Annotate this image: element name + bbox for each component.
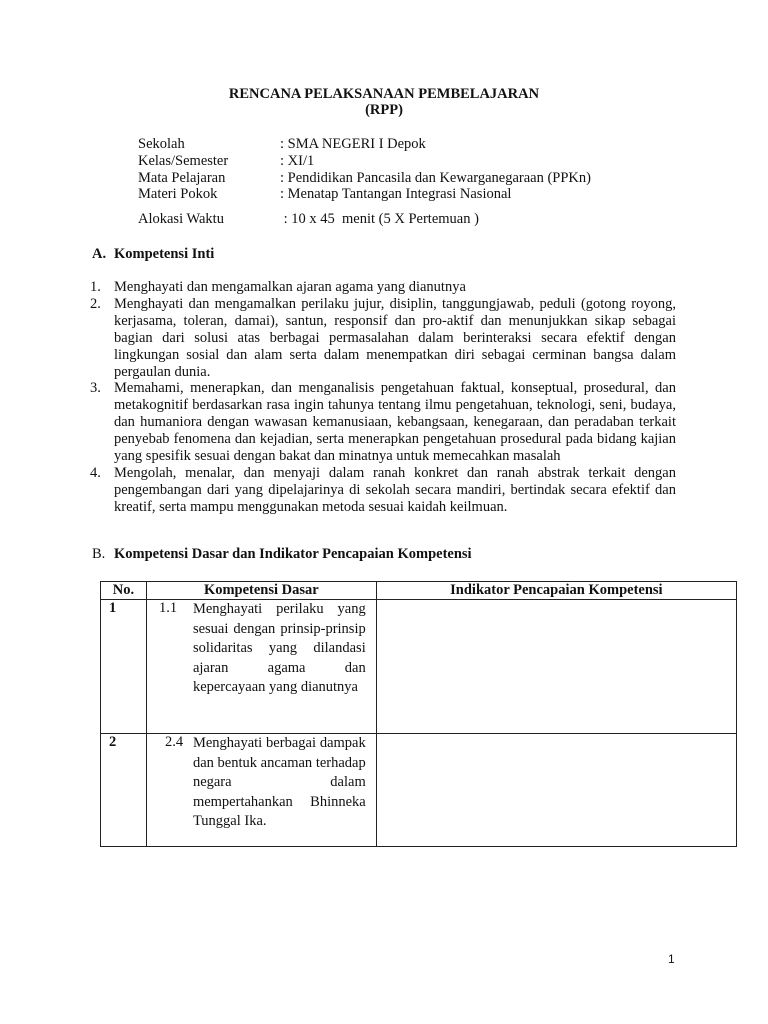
list-item-number: 1. (90, 279, 101, 295)
list-item (90, 465, 676, 516)
kd-number: 1.1 (158, 600, 178, 616)
table-header-row (101, 582, 737, 600)
row-number: 1 (101, 600, 147, 734)
table-row (101, 600, 737, 734)
header-indikator: Indikator Pencapaian Kompetensi (376, 582, 736, 600)
info-label: Materi Pokok (138, 186, 218, 202)
document-title: RENCANA PELAKSANAAN PEMBELAJARAN (228, 86, 540, 102)
info-label: Kelas/Semester (138, 153, 229, 169)
section-a-title: Kompetensi Inti (114, 246, 215, 262)
info-label: Alokasi Waktu (138, 211, 224, 227)
info-label: Mata Pelajaran (138, 170, 226, 186)
section-b-title: Kompetensi Dasar dan Indikator Pencapaian Kompetensi (114, 546, 472, 562)
section-a-heading (92, 246, 214, 263)
table-row (101, 734, 737, 847)
header-kompetensi-dasar: Kompetensi Dasar (146, 582, 376, 600)
list-item-number: 4. (90, 464, 101, 481)
list-item-text: Menghayati dan mengamalkan perilaku jujur, disiplin, tanggungjawab, peduli (gotong royong, kerjasama, toleran, damai), santun, responsif dan pro-aktif dan menunjukkan sikap sebagai bagian dari solusi atas berbagai permasalahan dalam berinteraksi secara efektif dengan lingkungan sosial dan alam serta dalam menempatkan diri sebagai cerminan bangsa dalam pergaulan dunia. (114, 295, 676, 380)
kompetensi-dasar-cell (146, 600, 376, 734)
page-number: 1 (668, 952, 675, 966)
kompetensi-dasar-cell (146, 734, 376, 847)
list-item-text: Menghayati dan mengamalkan ajaran agama yang dianutnya (114, 279, 466, 295)
row-number: 2 (101, 734, 147, 847)
info-label: Sekolah (138, 136, 185, 152)
section-b-mark: B. (92, 546, 106, 562)
list-item-text: Memahami, menerapkan, dan menganalisis pengetahuan faktual, konseptual, prosedural, dan metakognitif berdasarkan rasa ingin tahunya tentang ilmu pengetahuan, teknologi, seni, budaya, dan humaniora dengan wawasan kemanusiaan, kebangsaan, kenegaraan, dan peradaban terkait penyebab fenomena dan kejadian, serta menerapkan pengetahuan prosedural pada bidang kajian yang spesifik sesuai dengan bakat dan minatnya untuk memecahkan masalah (114, 380, 676, 465)
kd-text: Menghayati berbagai dampak dan bentuk ancaman terhadap negara dalam mempertahankan Bhinneka Tunggal Ika. (192, 735, 366, 829)
kompetensi-dasar-table (100, 581, 737, 847)
header-no: No. (101, 582, 147, 600)
info-value: : 10 x 45 menit (5 X Pertemuan ) (280, 211, 479, 227)
list-item (90, 279, 676, 296)
info-value: : Menatap Tantangan Integrasi Nasional (280, 186, 512, 202)
indikator-cell (376, 600, 736, 734)
info-value: : Pendidikan Pancasila dan Kewarganegaraan (PPKn) (280, 170, 591, 186)
kompetensi-inti-list (90, 279, 676, 516)
info-value: : XI/1 (280, 153, 315, 169)
document-subtitle: (RPP) (365, 102, 403, 118)
kd-text: Menghayati perilaku yang sesuai dengan prinsip-prinsip solidaritas yang dilandasi ajaran agama dan kepercayaan yang dianutnya (192, 601, 366, 695)
section-b-heading (92, 546, 472, 563)
info-value: : SMA NEGERI I Depok (280, 136, 426, 152)
list-item-number: 3. (90, 380, 101, 397)
kd-number: 2.4 (164, 734, 184, 750)
list-item (90, 296, 676, 381)
list-item-number: 2. (90, 295, 101, 312)
indikator-cell (376, 734, 736, 847)
section-a-mark: A. (92, 246, 107, 262)
list-item-text: Mengolah, menalar, dan menyaji dalam ranah konkret dan ranah abstrak terkait dengan pengembangan dari yang dipelajarinya di sekolah secara mandiri, bertindak secara efektif dan kreatif, serta mampu menggunakan metoda sesuai kaidah keilmuan. (114, 464, 676, 515)
list-item (90, 380, 676, 465)
